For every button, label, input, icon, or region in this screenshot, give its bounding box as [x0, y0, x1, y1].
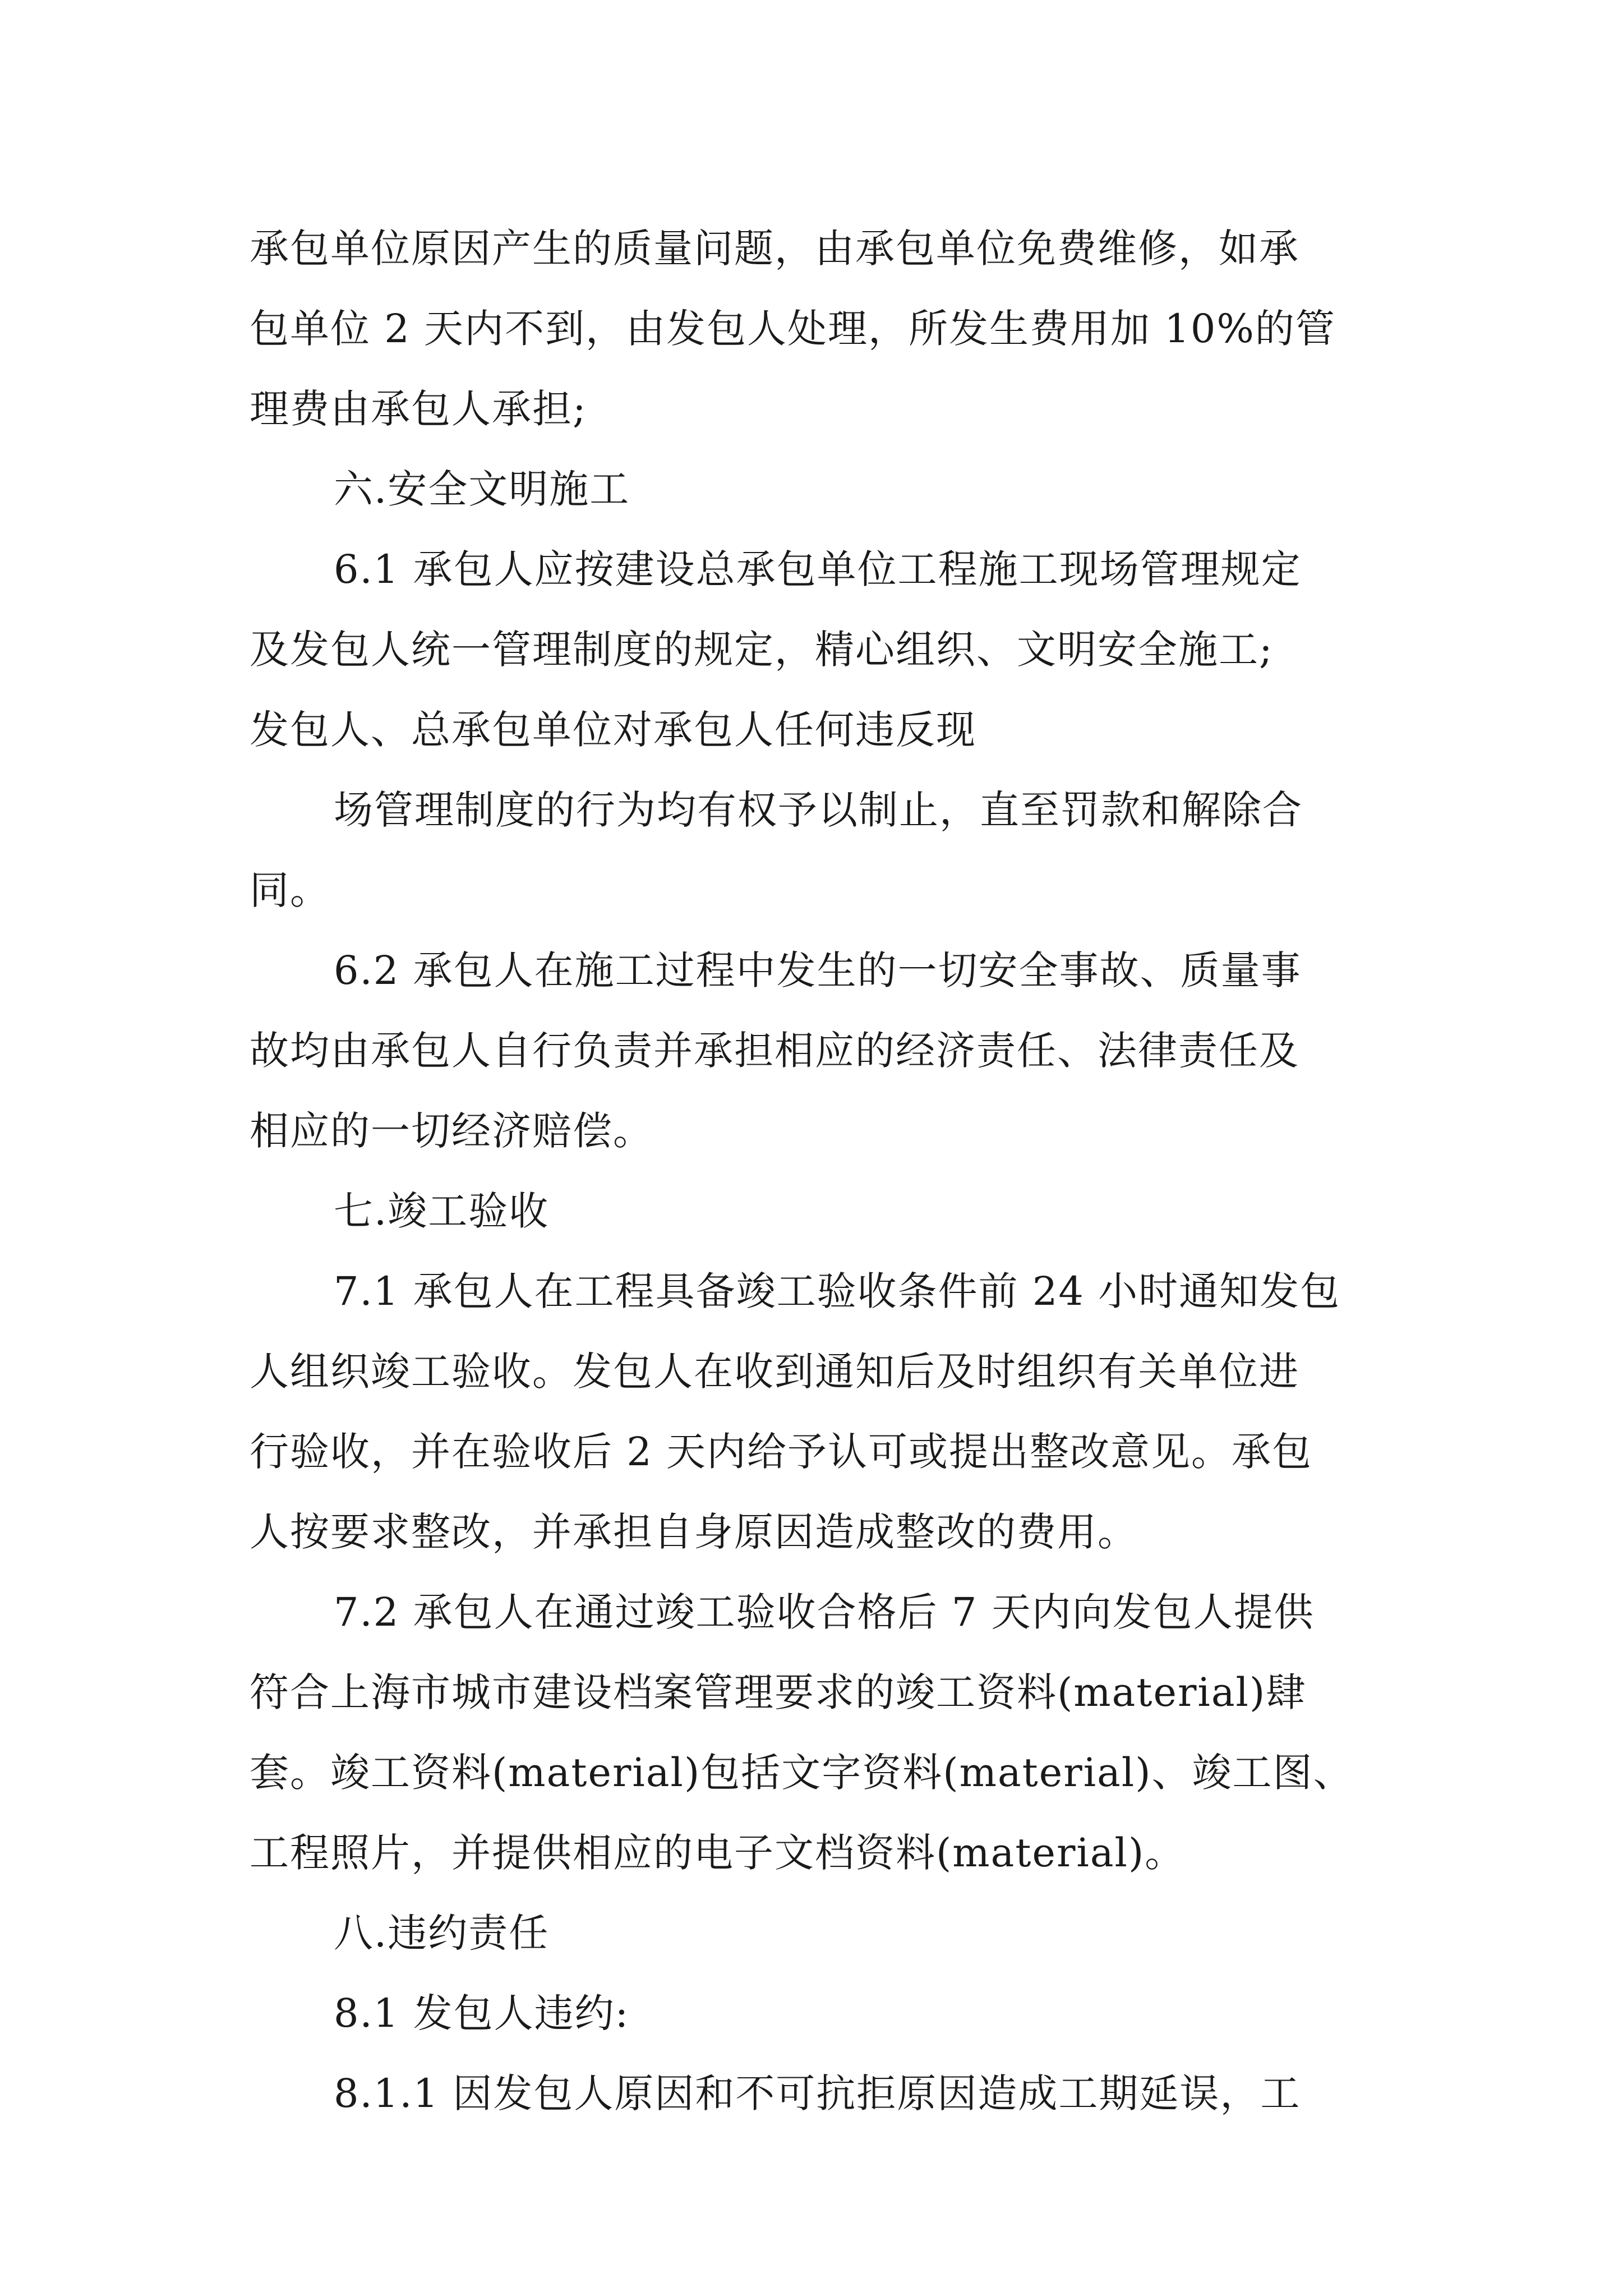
section-heading: 八.违约责任	[334, 1910, 550, 1956]
text-line: 8.1 发包人违约:	[334, 1990, 630, 2036]
text-line: 及发包人统一管理制度的规定，精心组织、文明安全施工;	[250, 627, 1274, 673]
text-line: 7.1 承包人在工程具备竣工验收条件前 24 小时通知发包	[334, 1268, 1341, 1314]
text-line: 承包单位原因产生的质量问题，由承包单位免费维修，如承	[250, 226, 1299, 272]
text-line: 6.1 承包人应按建设总承包单位工程施工现场管理规定	[334, 546, 1302, 592]
text-line: 7.2 承包人在通过竣工验收合格后 7 天内向发包人提供	[334, 1589, 1315, 1635]
section-heading: 六.安全文明施工	[334, 466, 630, 512]
text-line: 人组织竣工验收。发包人在收到通知后及时组织有关单位进	[250, 1349, 1299, 1395]
text-line: 同。	[250, 867, 330, 913]
text-line: 人按要求整改，并承担自身原因造成整改的费用。	[250, 1509, 1138, 1555]
section-heading: 七.竣工验收	[334, 1188, 550, 1234]
text-line: 行验收，并在验收后 2 天内给予认可或提出整改意见。承包	[250, 1429, 1313, 1475]
text-line: 符合上海市城市建设档案管理要求的竣工资料(material)肆	[250, 1669, 1307, 1715]
text-line: 故均由承包人自行负责并承担相应的经济责任、法律责任及	[250, 1028, 1299, 1074]
text-line: 工程照片，并提供相应的电子文档资料(material)。	[250, 1830, 1186, 1876]
text-line: 6.2 承包人在施工过程中发生的一切安全事故、质量事	[334, 947, 1302, 993]
text-line: 8.1.1 因发包人原因和不可抗拒原因造成工期延误，工	[334, 2070, 1301, 2116]
text-line: 理费由承包人承担;	[250, 386, 587, 432]
text-line: 场管理制度的行为均有权予以制止，直至罚款和解除合	[334, 787, 1303, 833]
text-line: 发包人、总承包单位对承包人任何违反现	[250, 707, 976, 753]
text-line: 相应的一切经济赔偿。	[250, 1108, 653, 1154]
text-line: 套。竣工资料(material)包括文字资料(material)、竣工图、	[250, 1750, 1354, 1796]
text-line: 包单位 2 天内不到，由发包人处理，所发生费用加 10%的管	[250, 306, 1336, 352]
document-body	[250, 209, 1382, 2134]
